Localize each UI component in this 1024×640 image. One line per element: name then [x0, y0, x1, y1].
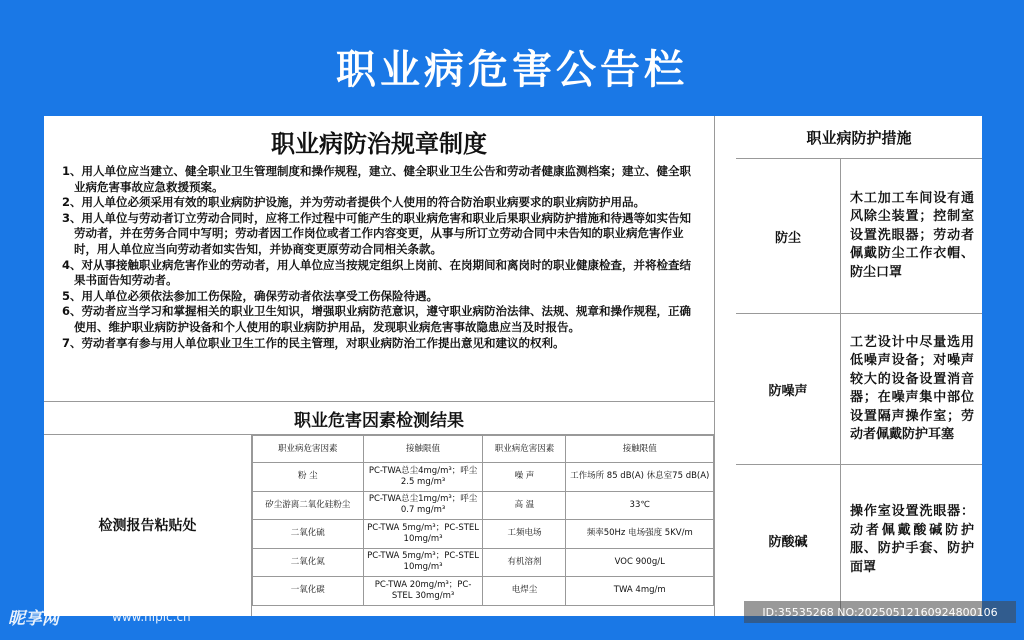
table-cell: VOC 900g/L: [566, 548, 714, 577]
measure-text: 操作室设置洗眼器：动者佩戴酸碱防护服、防护手套、防护面罩: [850, 504, 974, 575]
table-cell: 矽尘游离二氧化硅粉尘: [253, 491, 364, 520]
table-cell: 33℃: [566, 491, 714, 520]
watermark-logo: 昵享网: [8, 609, 59, 629]
detection-table: [252, 435, 714, 606]
table-cell: 有机溶剂: [483, 548, 566, 577]
table-cell: 二氧化硫: [253, 520, 364, 549]
measure-text: 工艺设计中尽量选用低噪声设备；对噪声较大的设备设置消音器；在噪声集中部位设置隔声操作室；劳动者佩戴防护耳塞: [850, 334, 974, 442]
measure-row-acid: [736, 465, 982, 615]
column-header: 职业病危害因素: [253, 436, 364, 463]
table-header-row: [253, 436, 714, 463]
table-cell: 电焊尘: [483, 577, 566, 606]
protection-title: 职业病防护措施: [736, 116, 982, 159]
table-cell: 工作场所 85 dB(A) 休息室75 dB(A): [566, 463, 714, 492]
column-header: 接触限值: [566, 436, 714, 463]
report-paste-area: 检测报告粘贴处: [44, 434, 252, 616]
rule-item: 4、对从事接触职业病危害作业的劳动者，用人单位应当按规定组织上岗前、在岗期间和离岗时的职业健康检查，并将检查结果书面告知劳动者。: [62, 257, 691, 288]
rule-item: 5、用人单位必须依法参加工伤保险，确保劳动者依法享受工伤保险待遇。: [62, 288, 438, 303]
table-cell: 二氧化氮: [253, 548, 364, 577]
watermark-site: www.nipic.cn: [112, 610, 191, 624]
rule-item: 1、用人单位应当建立、健全职业卫生管理制度和操作规程，建立、健全职业卫生公告和劳动者健康监测档案；建立、健全职业病危害事故应急救援预案。: [62, 164, 691, 194]
measure-row-noise: [736, 314, 982, 465]
table-cell: PC-TWA总尘1mg/m³；呼尘0.7 mg/m³: [363, 491, 483, 520]
table-cell: PC-TWA 5mg/m³；PC-STEL 10mg/m³: [363, 548, 483, 577]
measure-label: 防尘: [736, 159, 841, 313]
measure-text: 木工加工车间设有通风除尘装置；控制室设置洗眼器；劳动者佩戴防尘工作衣帽、防尘口罩: [850, 190, 974, 280]
table-cell: 频率50Hz 电场强度 5KV/m: [566, 520, 714, 549]
column-header: 职业病危害因素: [483, 436, 566, 463]
measure-label: 防噪声: [736, 314, 841, 464]
table-row: [253, 520, 714, 549]
detection-title: 职业危害因素检测结果: [294, 411, 464, 431]
rule-item: 6、劳动者应当学习和掌握相关的职业卫生知识，增强职业病防范意识，遵守职业病防治法律、法规、规章和操作规程，正确使用、维护职业病防护设备和个人使用的职业病防护用品，发现职业病危害事故隐患应当及时报告。: [62, 304, 691, 334]
left-panel: [44, 116, 715, 616]
table-row: [253, 463, 714, 492]
watermark-id: ID:35535268 NO:20250512160924800106: [744, 601, 1016, 623]
table-cell: 一氧化碳: [253, 577, 364, 606]
table-cell: PC-TWA 20mg/m³；PC-STEL 30mg/m³: [363, 577, 483, 606]
table-row: [253, 577, 714, 606]
section-divider: [44, 401, 714, 402]
table-row: [253, 548, 714, 577]
table-cell: 工频电场: [483, 520, 566, 549]
notice-board: [44, 116, 982, 616]
table-row: [253, 491, 714, 520]
right-panel: [736, 116, 982, 616]
table-cell: 噪 声: [483, 463, 566, 492]
rules-title: 职业病防治规章制度: [271, 130, 487, 158]
column-header: 接触限值: [363, 436, 483, 463]
measure-label: 防酸碱: [736, 465, 841, 615]
measure-row-dust: [736, 159, 982, 314]
rules-list: [62, 164, 702, 351]
page-title: 职业病危害公告栏: [336, 47, 688, 93]
rule-item: 7、劳动者享有参与用人单位职业卫生工作的民主管理，对职业病防治工作提出意见和建议的权利。: [62, 335, 565, 350]
rule-item: 3、用人单位与劳动者订立劳动合同时，应将工作过程中可能产生的职业病危害和职业后果职业病防护措施和待遇等如实告知劳动者，并在劳务合同中写明；劳动者因工作岗位或者工作内容变更，从事与所订立劳动合同中未告知的职业病危害作业时，用人单位应当向劳动者如实告知，并协商变更原劳动合同相关条款。: [62, 210, 691, 256]
table-cell: PC-TWA总尘4mg/m³；呼尘2.5 mg/m³: [363, 463, 483, 492]
table-cell: TWA 4mg/m: [566, 577, 714, 606]
table-cell: 高 温: [483, 491, 566, 520]
table-cell: 粉 尘: [253, 463, 364, 492]
table-cell: PC-TWA 5mg/m³；PC-STEL 10mg/m³: [363, 520, 483, 549]
rule-item: 2、用人单位必须采用有效的职业病防护设施，并为劳动者提供个人使用的符合防治职业病要求的职业病防护用品。: [62, 195, 645, 210]
